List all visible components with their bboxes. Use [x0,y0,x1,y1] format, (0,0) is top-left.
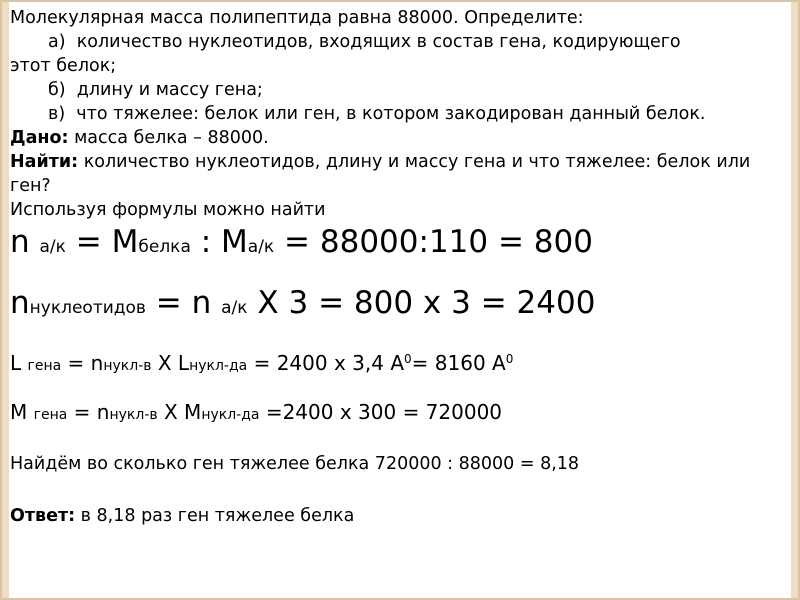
formula-subscript: нуклеотидов [29,298,146,318]
answer-line [10,504,786,528]
formula-subscript: белка [138,237,191,257]
task-item-c-marker: в) [48,104,66,124]
formula-part: = 88000:110 = 800 [274,224,593,260]
answer-label: Ответ: [10,506,76,526]
formula-part: n [10,224,40,260]
task-item-c-text: что тяжелее: белок или ген, в котором закодирован данный белок. [76,104,706,124]
formula-superscript: 0 [404,352,412,366]
formula-part: = n [61,351,104,375]
formula-subscript: гена [27,358,62,374]
task-item-b-text: длину и массу гена; [76,80,263,100]
formula-subscript: а/к [221,298,248,318]
formula-gene-length [10,346,786,379]
formula-subscript: нукл-в [103,358,152,374]
formula-gene-mass [10,399,786,428]
formula-part: =2400 х 300 = 720000 [259,400,503,424]
formula-part: = 2400 х 3,4 А [247,351,405,375]
formula-superscript: 0 [505,352,514,366]
find-line [10,150,770,198]
formula-subscript: а/к [247,237,275,257]
task-item-a-text: количество нуклеотидов, входящих в состав гена, кодирующего [76,32,681,52]
formula-part: L [10,351,28,375]
find-label: Найти: [10,152,79,172]
slide-content [10,6,786,528]
formula-amino-acid-count [10,224,786,265]
task-item-a-continuation: этот белок; [10,56,117,76]
formula-part: = n [67,400,110,424]
find-text: количество нуклеотидов, длину и массу гена и что тяжелее: белок или ген? [10,152,751,196]
formula-part: Х 3 = 800 х 3 = 2400 [247,285,596,321]
comparison-line: Найдём во сколько ген тяжелее белка 720000 : 88000 = 8,18 [10,454,580,474]
given-line [10,126,786,150]
formula-subscript: нукл-да [189,358,248,374]
answer-text: в 8,18 раз ген тяжелее белка [75,506,355,526]
formula-subscript: нукл-да [201,407,260,423]
given-label: Дано: [10,128,69,148]
task-item-b [10,78,786,102]
formula-part: = 8160 А [411,351,506,375]
task-item-a [10,30,786,54]
task-item-a-marker: а) [48,32,66,52]
formula-subscript: а/к [39,237,66,257]
formula-part: X L [151,351,190,375]
formula-nucleotide-count [10,285,786,326]
formula-part: : М [190,224,248,260]
formula-part: X M [157,400,202,424]
formula-subscript: гена [33,407,68,423]
task-item-c [10,102,786,126]
task-item-b-marker: б) [48,80,66,100]
task-intro: Молекулярная масса полипептида равна 88000. Определите: [10,8,584,28]
formula-part: = М [65,224,139,260]
formula-part: = n [145,285,222,321]
formula-part: M [10,400,34,424]
given-text: масса белка – 88000. [68,128,269,148]
formula-subscript: нукл-в [109,407,158,423]
formula-part: n [10,285,30,321]
formulas-intro: Используя формулы можно найти [10,200,326,220]
